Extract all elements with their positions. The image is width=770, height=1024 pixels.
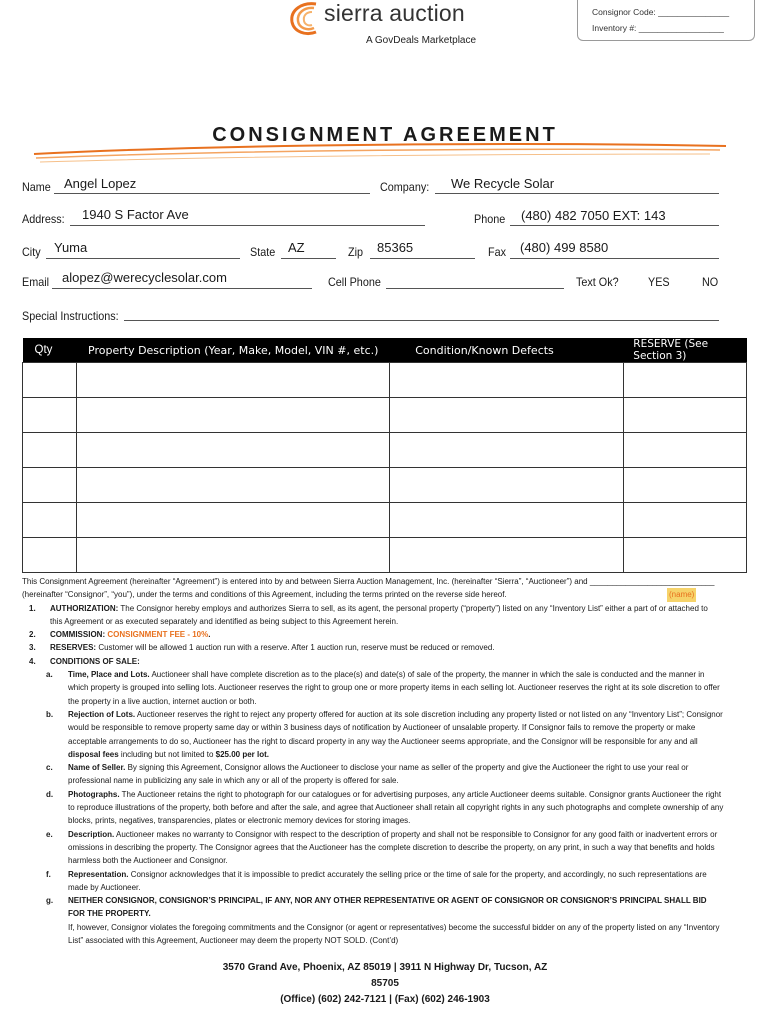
clause-b	[22, 708, 750, 721]
special-instructions-field[interactable]	[124, 320, 719, 321]
name-label: Name	[22, 180, 51, 194]
clause-g	[22, 894, 750, 907]
section-text: Customer will be allowed 1 auction run with a reserve. After 1 auction run, reserve must be reduced or removed.	[98, 643, 495, 653]
agreement-terms	[22, 575, 750, 947]
clause-text: By signing this Agreement, Consignor allows the Auctioneer to disclose your name as seller of the property and give the Auctioneer the right to use your real or	[127, 763, 689, 773]
clause-text: blocks, prints, negatives, transparencies, plates or electronic memory devices for storing images.	[68, 816, 411, 826]
text-ok-no-option[interactable]: NO	[702, 275, 719, 289]
section-heading: CONDITIONS OF SALE:	[50, 656, 140, 666]
sierra-logo-mark-icon	[286, 0, 326, 40]
fax-field[interactable]	[510, 258, 719, 259]
name-field[interactable]	[54, 193, 370, 194]
table-row	[23, 468, 747, 503]
clause-heading: Time, Place and Lots.	[68, 670, 150, 680]
reserve-cell[interactable]	[623, 538, 746, 573]
email-field[interactable]	[52, 288, 312, 289]
clause-heading: Photographs.	[68, 789, 120, 799]
qty-cell[interactable]	[23, 468, 77, 503]
clause-text: Auctioneer reserves the right to reject any property offered for auction at its sole discretion including any property listed or not listed on any “Inventory List”; Consignor	[136, 709, 723, 719]
clause-text: would be responsible to remove property same day or within 3 business days of notification by Auctioneer of unsalable property. If Consignor fails to remove the property or make	[68, 723, 696, 733]
clause-heading: Name of Seller.	[68, 763, 126, 773]
table-row	[23, 398, 747, 433]
section-commission: 2. COMMISSION: CONSIGNMENT FEE - 10%.	[22, 628, 750, 641]
qty-header: Qty	[23, 338, 77, 363]
per-lot-fee: $25.00 per lot	[215, 749, 267, 759]
table-row	[23, 538, 747, 573]
description-cell[interactable]	[76, 503, 389, 538]
clause-f	[22, 868, 750, 881]
intro-line-1: This Consignment Agreement (hereinafter “Agreement”) is entered into by and between Sierra Auction Management, Inc. (hereinafter “Sierra”, “Auctioneer”) and ____________________________	[22, 577, 715, 586]
text-ok-label: Text Ok?	[576, 275, 619, 289]
disposal-fees: disposal fees	[68, 749, 119, 759]
condition-cell[interactable]	[389, 468, 623, 503]
email-value: alopez@werecyclesolar.com	[62, 270, 227, 285]
section-number: 2.	[29, 630, 36, 640]
condition-cell[interactable]	[389, 398, 623, 433]
condition-header: Condition/Known Defects	[389, 338, 623, 363]
footer-line-3: (Office) (602) 242-7121 | (Fax) (602) 246-1903	[280, 994, 490, 1005]
clause-letter: f.	[46, 869, 51, 879]
section-authorization	[22, 602, 750, 615]
clause-text: the property in a live auction, internet auction or both.	[68, 696, 257, 706]
reserve-cell[interactable]	[623, 433, 746, 468]
property-table	[22, 338, 747, 573]
address-label: Address:	[22, 212, 65, 226]
condition-cell[interactable]	[389, 433, 623, 468]
fax-label: Fax	[488, 245, 507, 259]
clause-letter: d.	[46, 789, 54, 799]
section-text: this Agreement or as executed separately and identified as being subject to this Agreement herein.	[50, 616, 399, 626]
reserve-cell[interactable]	[623, 503, 746, 538]
special-instructions-label: Special Instructions:	[22, 309, 119, 323]
cell-phone-field[interactable]	[386, 288, 564, 289]
clause-text: which property is grouped into selling lots. Auctioneer reserves the right to group one or more property items in each selling lot. Auctioneer reserves the right at its sole discretion to offer	[68, 683, 720, 693]
page-title: CONSIGNMENT AGREEMENT	[212, 124, 558, 146]
company-label: Company:	[380, 180, 430, 194]
clause-text: acceptable arrangements to do so, Auctioneer has the right to discard property in any way the Auctioneer seems appropriate, and the Consignor will be responsible for any and all	[68, 736, 698, 746]
footer-address	[0, 960, 770, 1008]
clause-heading: FOR THE PROPERTY.	[68, 909, 151, 919]
clause-heading: NEITHER CONSIGNOR, CONSIGNOR’S PRINCIPAL, IF ANY, NOR ANY OTHER REPRESENTATIVE OR AGENT OF CONSIGNOR OR CONSIGNOR’S PRINCIPAL SHALL BID	[68, 896, 707, 906]
qty-cell[interactable]	[23, 363, 77, 398]
table-row	[23, 363, 747, 398]
section-heading: RESERVES:	[50, 643, 97, 653]
phone-field[interactable]	[510, 225, 719, 226]
clause-text: including but not limited to	[120, 749, 214, 759]
clause-a	[22, 668, 750, 681]
city-value: Yuma	[54, 240, 88, 255]
brand-tagline: A GovDeals Marketplace	[366, 35, 477, 46]
reserve-header: RESERVE (See Section 3)	[623, 338, 746, 363]
clause-text: disposal fees including but not limited to $25.00 per lot.	[68, 749, 270, 759]
clause-c	[22, 761, 750, 774]
clause-letter: a.	[46, 670, 53, 680]
name-value: Angel Lopez	[64, 176, 137, 191]
consignor-code-field[interactable]: Consignor Code: _______________	[592, 7, 730, 17]
section-heading: AUTHORIZATION:	[50, 603, 119, 613]
cell-phone-label: Cell Phone	[328, 275, 381, 289]
clause-letter: g.	[46, 896, 54, 906]
clause-letter: e.	[46, 829, 53, 839]
clause-text: professional name in publicizing any sale in which any or all of the property is offered for sale.	[68, 776, 399, 786]
description-cell[interactable]	[76, 398, 389, 433]
consignment-fee: CONSIGNMENT FEE - 10%	[107, 630, 209, 640]
footer-line-1: 3570 Grand Ave, Phoenix, AZ 85019 | 3911 N Highway Dr, Tucson, AZ	[222, 962, 548, 973]
clause-letter: c.	[46, 763, 53, 773]
clause-text: to reproduce illustrations of the property, both before and after the sale, and agree that Auctioneer shall retain all copyright rights in any such photographs and complete ownership of any	[68, 803, 724, 813]
clause-heading: Description.	[68, 829, 115, 839]
phone-label: Phone	[474, 212, 506, 226]
zip-value: 85365	[377, 240, 414, 255]
clause-e	[22, 828, 750, 841]
section-number: 1.	[29, 603, 36, 613]
clause-text: List” associated with this Agreement, Auctioneer may deem the property NOT SOLD. (Cont’d)	[68, 936, 399, 946]
description-header: Property Description (Year, Make, Model, VIN #, etc.)	[76, 338, 389, 363]
address-value: 1940 S Factor Ave	[82, 207, 189, 222]
condition-cell[interactable]	[389, 503, 623, 538]
condition-cell[interactable]	[389, 363, 623, 398]
intro-line-2	[22, 588, 750, 601]
inventory-number-field[interactable]: Inventory #: __________________	[592, 23, 724, 33]
clause-d	[22, 788, 750, 801]
description-cell[interactable]	[76, 433, 389, 468]
company-field[interactable]	[435, 193, 719, 194]
table-row	[23, 433, 747, 468]
clause-text: omissions in describing the property. The Consignor agrees that the Auctioneer has the complete discretion to describe the property, on any print, in such a way that benefits and holds	[68, 842, 715, 852]
intro-text: (hereinafter “Consignor”, “you”), under the terms and conditions of this Agreement, including the terms printed on the reverse side hereof.	[22, 590, 507, 600]
city-field[interactable]	[46, 258, 240, 259]
section-number: 4.	[29, 656, 36, 666]
clause-text: harmless both the Auctioneer and Consignor.	[68, 856, 228, 866]
brand-name: sierra auction	[324, 0, 465, 26]
clause-letter: b.	[46, 709, 54, 719]
section-number: 3.	[29, 643, 36, 653]
city-label: City	[22, 245, 41, 259]
reserve-cell[interactable]	[623, 363, 746, 398]
description-cell[interactable]	[76, 363, 389, 398]
company-value: We Recycle Solar	[451, 176, 555, 191]
clause-text: If, however, Consignor violates the foregoing commitments and the Consignor (or agent or representatives) become the successful bidder on any of the property listed on any “Inventory	[68, 922, 720, 932]
description-cell[interactable]	[76, 468, 389, 503]
section-text: The Consignor hereby employs and authorizes Sierra to sell, as its agent, the personal property (“property”) listed on any “Inventory List” either a part of or attached to	[120, 603, 708, 613]
description-cell[interactable]	[76, 538, 389, 573]
clause-text: Consignor acknowledges that it is impossible to predict accurately the selling price or the time of sale for the property, and accordingly, no such representations are	[130, 869, 707, 879]
fax-value: (480) 499 8580	[520, 240, 609, 255]
clause-text: Auctioneer makes no warranty to Consignor with respect to the description of property and shall not be responsible to Consignor for any good faith or inadvertent errors or	[116, 829, 718, 839]
clause-heading: Representation.	[68, 869, 129, 879]
qty-cell[interactable]	[23, 433, 77, 468]
clause-text: The Auctioneer retains the right to photograph for our catalogues or for advertising purposes, any article Auctioneer deems suitable. Consignor grants Auctioneer the right	[121, 789, 722, 799]
qty-cell[interactable]	[23, 503, 77, 538]
clause-text: Auctioneer shall have complete discretion as to the place(s) and date(s) of sale of the property, the manner in which the sale is conducted and the manner in	[151, 670, 705, 680]
section-heading: COMMISSION:	[50, 630, 106, 640]
state-label: State	[250, 245, 276, 259]
state-value: AZ	[288, 240, 305, 255]
name-hint: (name)	[667, 588, 696, 601]
condition-cell[interactable]	[389, 538, 623, 573]
clause-text	[22, 907, 750, 920]
phone-value: (480) 482 7050 EXT: 143	[521, 208, 666, 223]
qty-cell[interactable]	[23, 398, 77, 433]
zip-label: Zip	[348, 245, 364, 259]
email-label: Email	[22, 275, 50, 289]
clause-text: made by Auctioneer.	[68, 882, 141, 892]
section-conditions	[22, 655, 750, 668]
section-reserves	[22, 641, 750, 654]
table-row	[23, 503, 747, 538]
consignor-code-box	[577, 0, 755, 41]
title-swoosh-decoration	[30, 136, 730, 176]
state-field[interactable]	[281, 258, 336, 259]
reserve-cell[interactable]	[623, 468, 746, 503]
zip-field[interactable]	[370, 258, 475, 259]
reserve-cell[interactable]	[623, 398, 746, 433]
table-header-row	[23, 338, 747, 363]
footer-line-2: 85705	[371, 978, 399, 989]
text-ok-yes-option[interactable]: YES	[648, 275, 670, 289]
qty-cell[interactable]	[23, 538, 77, 573]
address-field[interactable]	[70, 225, 425, 226]
clause-heading: Rejection of Lots.	[68, 709, 136, 719]
